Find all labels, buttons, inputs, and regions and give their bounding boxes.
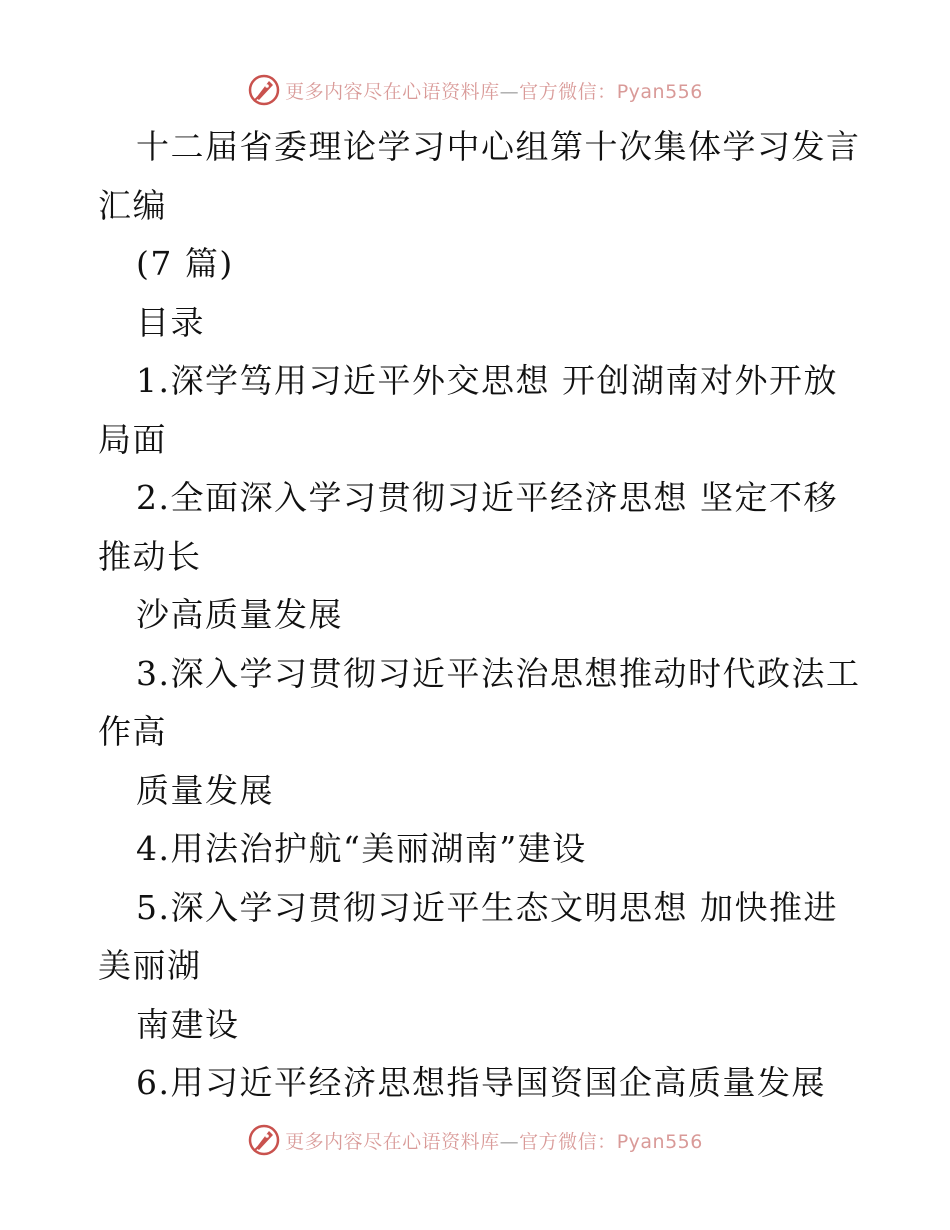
document-line: 沙高质量发展 xyxy=(136,595,343,634)
document-line: 美丽湖 xyxy=(98,946,202,985)
watermark-text: 更多内容尽在心语资料库—官方微信：Pyan556 xyxy=(285,80,703,103)
document-line: 局面 xyxy=(98,419,167,459)
document-line: 1.深学笃用习近平外交思想 开创湖南对外开放 xyxy=(136,361,838,400)
document-line: 2.全面深入学习贯彻习近平经济思想 坚定不移 xyxy=(136,478,838,517)
watermark-text: 更多内容尽在心语资料库—官方微信：Pyan556 xyxy=(285,1130,703,1153)
document-line: 4.用法治护航“美丽湖南”建设 xyxy=(136,829,587,868)
pen-nib-logo-icon xyxy=(247,1123,281,1157)
document-line: 6.用习近平经济思想指导国资国企高质量发展 xyxy=(136,1063,826,1102)
document-line: 南建设 xyxy=(136,1004,240,1044)
document-line: 3.深入学习贯彻习近平法治思想推动时代政法工 xyxy=(136,653,861,693)
document-line: 汇编 xyxy=(98,185,167,225)
document-line: 目录 xyxy=(136,302,205,342)
header-watermark xyxy=(0,70,950,110)
document-line: 5.深入学习贯彻习近平生态文明思想 加快推进 xyxy=(136,887,838,927)
document-line: 质量发展 xyxy=(136,770,274,810)
document-line: 推动长 xyxy=(98,536,202,576)
pen-nib-logo-icon xyxy=(247,73,281,107)
footer-watermark xyxy=(0,1120,950,1160)
document-line: 十二届省委理论学习中心组第十次集体学习发言 xyxy=(136,127,861,166)
document-line: (7 篇) xyxy=(136,244,234,283)
document-line: 作高 xyxy=(98,712,167,751)
document-body xyxy=(98,118,861,1113)
